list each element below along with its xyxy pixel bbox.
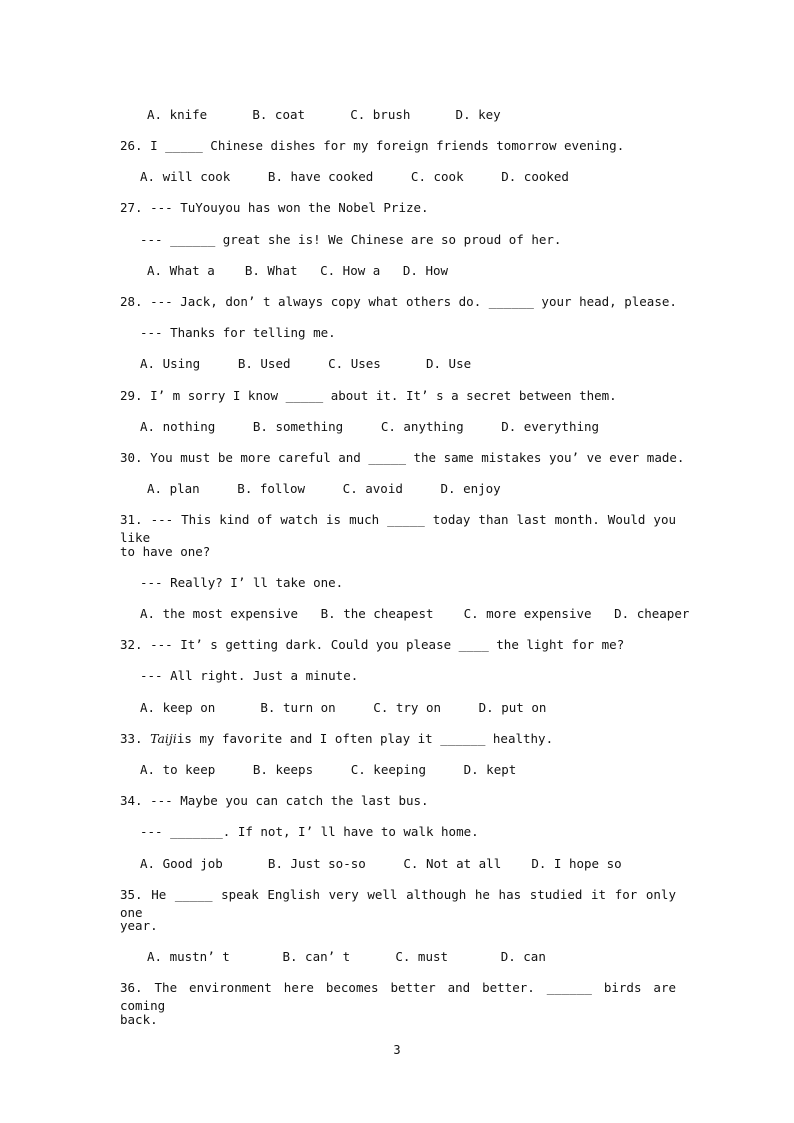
q33-options: A. to keep B. keeps C. keeping D. kept: [140, 762, 517, 777]
q36-question: 36. The environment here becomes better and better. ______ birds are coming: [120, 980, 676, 1013]
q26-question: 26. I _____ Chinese dishes for my foreign friends tomorrow evening.: [120, 138, 625, 153]
q31-options: A. the most expensive B. the cheapest C. more expensive D. cheaper: [140, 606, 690, 621]
q29-question: 29. I’ m sorry I know _____ about it. It’ s a secret between them.: [120, 388, 617, 403]
q28-options: A. Using B. Used C. Uses D. Use: [140, 356, 472, 371]
q35-question: 35. He _____ speak English very well although he has studied it for only one: [120, 887, 676, 920]
q33-question: [120, 730, 676, 748]
q33-number: 33.: [120, 731, 151, 746]
q32-question: 32. --- It’ s getting dark. Could you please ____ the light for me?: [120, 637, 625, 652]
q27-response: --- ______ great she is! We Chinese are so proud of her.: [140, 232, 562, 247]
q33-text: is my favorite and I often play it ______ healthy.: [176, 731, 554, 746]
q34-question: 34. --- Maybe you can catch the last bus.: [120, 793, 429, 808]
q35-question-cont: year.: [120, 918, 158, 933]
q27-question: 27. --- TuYouyou has won the Nobel Prize.: [120, 200, 429, 215]
q35-options: A. mustn’ t B. can’ t C. must D. can: [147, 949, 546, 964]
q26-options: A. will cook B. have cooked C. cook D. cooked: [140, 169, 569, 184]
q31-response: --- Really? I’ ll take one.: [140, 575, 344, 590]
q25-options: A. knife B. coat C. brush D. key: [147, 107, 501, 122]
q30-question: 30. You must be more careful and _____ the same mistakes you’ ve ever made.: [120, 450, 685, 465]
q34-response: --- _______. If not, I’ ll have to walk home.: [140, 824, 479, 839]
q32-response: --- All right. Just a minute.: [140, 668, 359, 683]
q27-options: A. What a B. What C. How a D. How: [147, 263, 449, 278]
q28-question: 28. --- Jack, don’ t always copy what others do. ______ your head, please.: [120, 294, 677, 309]
q31-question-cont: to have one?: [120, 544, 211, 559]
q28-response: --- Thanks for telling me.: [140, 325, 336, 340]
q33-italic-term: Taiji: [150, 731, 177, 746]
q31-question: 31. --- This kind of watch is much _____ today than last month. Would you like: [120, 512, 676, 545]
q34-options: A. Good job B. Just so-so C. Not at all D. I hope so: [140, 856, 622, 871]
q29-options: A. nothing B. something C. anything D. everything: [140, 419, 600, 434]
q30-options: A. plan B. follow C. avoid D. enjoy: [147, 481, 501, 496]
q32-options: A. keep on B. turn on C. try on D. put on: [140, 700, 547, 715]
q36-question-cont: back.: [120, 1012, 158, 1027]
page-number: 3: [393, 1043, 401, 1057]
